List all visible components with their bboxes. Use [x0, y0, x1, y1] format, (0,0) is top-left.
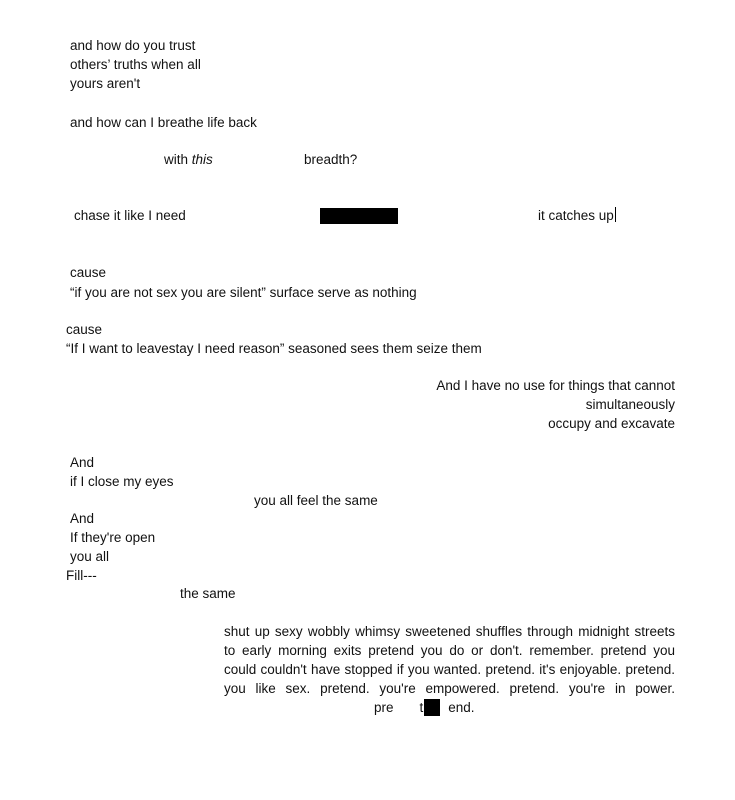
poem-line: simultaneously	[585, 397, 675, 412]
poem-line: you all	[70, 549, 110, 564]
poem-line: others’ truths when all	[70, 57, 201, 72]
poem-line: if I close my eyes	[70, 474, 174, 489]
poem-line: yours aren't	[70, 76, 141, 91]
poem-line	[538, 206, 616, 225]
poem-line: “If I want to leavestay I need reason” seasoned sees them seize them	[66, 341, 482, 356]
poem-line: you all feel the same	[254, 493, 378, 508]
poem-line	[164, 150, 213, 169]
poem-line: cause	[70, 265, 107, 280]
poem-paragraph	[224, 622, 675, 717]
poem-line: If they're open	[70, 530, 156, 545]
redaction-bar	[320, 208, 398, 224]
poem-word: with	[164, 152, 189, 167]
text-cursor	[615, 207, 616, 222]
poem-text: it catches up	[538, 208, 614, 223]
fragment-pre: pre	[374, 700, 394, 715]
fragment-end: end.	[448, 700, 475, 715]
poem-line: Fill---	[66, 568, 97, 583]
paragraph-text: shut up sexy wobbly whimsy sweetened shuffles through midnight streets to early morning exits pretend you do or don't. remember. pretend you could couldn't have stopped if you wanted. pretend. it's enjoyable. pretend. you like sex. pretend. you're empowered. pretend. you're in power.	[224, 624, 675, 696]
poem-line: and how can I breathe life back	[70, 115, 257, 130]
poem-line: And	[70, 455, 95, 470]
poem-word: breadth?	[304, 152, 358, 167]
poem-word-emphasis: this	[191, 152, 213, 167]
poem-line: “if you are not sex you are silent” surface serve as nothing	[70, 285, 417, 300]
poem-line: the same	[180, 586, 236, 601]
poem-line: And I have no use for things that cannot	[436, 378, 675, 393]
poem-line: And	[70, 511, 95, 526]
poem-line: cause	[66, 322, 103, 337]
fragment-t: t	[419, 700, 424, 715]
poem-line: occupy and excavate	[548, 416, 675, 431]
poem-line: chase it like I need	[74, 208, 186, 223]
poem-line: and how do you trust	[70, 38, 196, 53]
redaction-bar	[424, 699, 440, 716]
